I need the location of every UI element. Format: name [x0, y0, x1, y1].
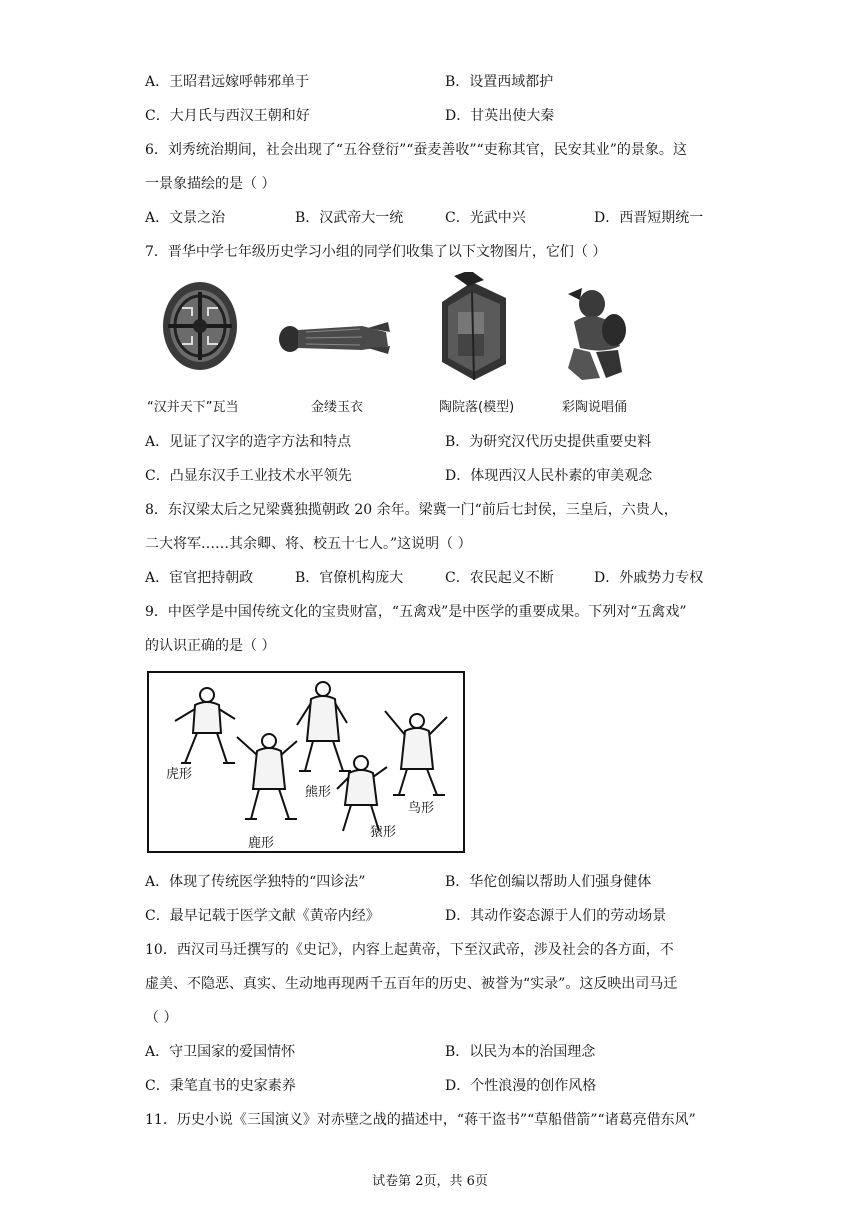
q7-option-b[interactable]: B．为研究汉代历史提供重要史料 — [445, 434, 652, 450]
q7-option-c[interactable]: C．凸显东汉手工业技术水平领先 — [145, 468, 352, 484]
q10-option-a[interactable]: A．守卫国家的爱国情怀 — [145, 1044, 296, 1060]
figurine-caption: 彩陶说唱俑 — [562, 400, 628, 415]
q8-stem-line2: 二大将军……其余卿、将、校五十七人。”这说明（ ） — [145, 536, 472, 552]
jade-suit-image — [276, 318, 392, 360]
q7-stem: 7．晋华中学七年级历史学习小组的同学们收集了以下文物图片，它们（ ） — [145, 244, 607, 260]
q9-stem-line2: 的认识正确的是（ ） — [145, 638, 276, 654]
q6-option-a[interactable]: A．文景之治 — [145, 210, 226, 226]
q5-option-a[interactable]: A．王昭君远嫁呼韩邪单于 — [145, 74, 310, 90]
q6-option-c[interactable]: C．光武中兴 — [445, 210, 526, 226]
jade-suit-caption: 金缕玉衣 — [311, 400, 364, 415]
q8-option-c[interactable]: C．农民起义不断 — [445, 570, 554, 586]
q5-option-d[interactable]: D．甘英出使大秦 — [445, 108, 555, 124]
q11-stem-line1: 11．历史小说《三国演义》对赤壁之战的描述中，“蒋干盗书”“草船借箭”“诸葛亮借东风” — [145, 1112, 696, 1128]
q8-option-a[interactable]: A．宦官把持朝政 — [145, 570, 254, 586]
page-footer: 试卷第 2页，共 6页 — [372, 1174, 488, 1189]
q10-stem-line3: （ ） — [145, 1010, 178, 1026]
q9-option-d[interactable]: D．其动作姿态源于人们的劳动场景 — [445, 908, 667, 924]
q8-option-b[interactable]: B．官僚机构庞大 — [295, 570, 404, 586]
q5-option-b[interactable]: B．设置西域都护 — [445, 74, 554, 90]
q10-option-d[interactable]: D．个性浪漫的创作风格 — [445, 1078, 597, 1094]
q10-option-b[interactable]: B．以民为本的治国理念 — [445, 1044, 596, 1060]
q10-option-c[interactable]: C．秉笔直书的史家素养 — [145, 1078, 296, 1094]
q6-stem-line1: 6．刘秀统治期间，社会出现了“五谷登衍”“蚕麦善收”“吏称其官，民安其业”的景象。这 — [145, 142, 687, 158]
deer-form-label: 鹿形 — [248, 836, 275, 851]
five-animals-figure — [147, 671, 465, 853]
ape-form-label: 猿形 — [370, 825, 397, 840]
pottery-courtyard-image — [434, 272, 512, 384]
storyteller-figurine-image — [560, 282, 630, 384]
q9-option-c[interactable]: C．最早记载于医学文献《黄帝内经》 — [145, 908, 380, 924]
tile-end-image — [160, 278, 240, 374]
q7-option-a[interactable]: A．见证了汉字的造字方法和特点 — [145, 434, 352, 450]
q9-stem-line1: 9．中医学是中国传统文化的宝贵财富，“五禽戏”是中医学的重要成果。下列对“五禽戏” — [145, 604, 687, 620]
pottery-courtyard-caption: 陶院落(模型) — [439, 400, 515, 415]
q10-stem-line1: 10．西汉司马迁撰写的《史记》，内容上起黄帝，下至汉武帝，涉及社会的各方面，不 — [145, 942, 674, 958]
q6-stem-line2: 一景象描绘的是（ ） — [145, 176, 276, 192]
tile-end-caption: “汉并天下”瓦当 — [147, 400, 239, 415]
q6-option-d[interactable]: D．西晋短期统一 — [594, 210, 704, 226]
q8-stem-line1: 8．东汉梁太后之兄梁冀独揽朝政 20 余年。梁冀一门“前后七封侯，三皇后，六贵人， — [145, 502, 678, 518]
q7-option-d[interactable]: D．体现西汉人民朴素的审美观念 — [445, 468, 653, 484]
q10-stem-line2: 虚美、不隐恶、真实、生动地再现两千五百年的历史、被誉为“实录”。这反映出司马迁 — [145, 976, 678, 992]
tiger-form-label: 虎形 — [166, 767, 193, 782]
q6-option-b[interactable]: B．汉武帝大一统 — [295, 210, 404, 226]
q5-option-c[interactable]: C．大月氏与西汉王朝和好 — [145, 108, 310, 124]
bird-form-label: 鸟形 — [408, 801, 435, 816]
q8-option-d[interactable]: D．外戚势力专权 — [594, 570, 704, 586]
q9-option-a[interactable]: A．体现了传统医学独特的“四诊法” — [145, 874, 366, 890]
bear-form-label: 熊形 — [305, 785, 332, 800]
q9-option-b[interactable]: B．华佗创编以帮助人们强身健体 — [445, 874, 652, 890]
